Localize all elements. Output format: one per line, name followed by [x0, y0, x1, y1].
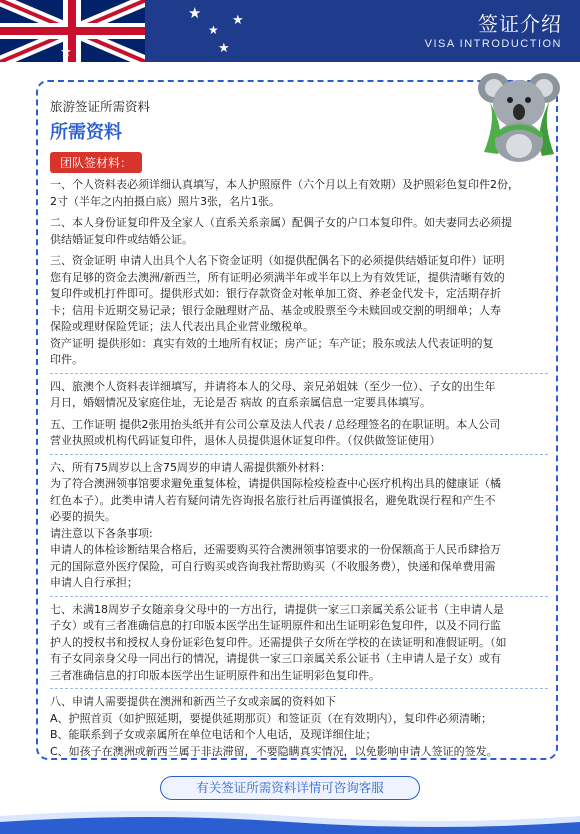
group-label-badge: 团队签材料：: [50, 152, 142, 173]
page-title: 签证介绍: [478, 12, 562, 36]
requirement-line: 子女）或有三者准确信息的打印版本医学出生证明原件和出生证明彩色复印件，以及不同行监: [50, 619, 501, 632]
requirement-line: 申请人的体检诊断结果合格后，还需要购买符合澳洲领事馆要求的一份保额高于人民币肆拾万: [50, 543, 501, 556]
requirement-line: 营业执照或机构代码证复印件，退休人员提供退休证复印件。（仅供做签证使用）: [50, 434, 441, 447]
requirement-line: 四、旅澳个人资料表详细填写，并请将本人的父母、亲兄弟姐妹（至少一位）、子女的出生年: [50, 379, 496, 393]
requirement-line: 三者准确信息的打印版本医学出生证明原件和出生证明彩色复印件。: [50, 668, 380, 682]
requirement-item: [50, 253, 548, 369]
australia-flag-icon: [0, 0, 145, 62]
requirement-line: 八、申请人需要提供在澳洲和新西兰子女或亲属的资料如下: [50, 695, 336, 708]
star-icon: ★: [232, 13, 244, 28]
requirement-item: [50, 694, 548, 760]
requirement-line: 护人的授权书和授权人身份证彩色复印件。还需提供子女所在学校的在读证明和准假证明。（如: [50, 635, 507, 649]
requirement-line: 必要的损失。: [50, 510, 116, 523]
requirement-item: [50, 417, 548, 450]
requirement-line: 2寸（半年之内拍摄白底）照片3张，名片1张。: [50, 194, 280, 208]
requirement-line: 红色本子）。此类申请人若有疑问请先咨询报名旅行社后再谨慎报名，避免耽误行程和产生不: [50, 493, 496, 507]
page-subtitle: VISA INTRODUCTION: [424, 38, 562, 50]
star-icon: ★: [60, 45, 72, 60]
star-icon: ★: [208, 23, 219, 37]
requirement-line: 供结婚证复印件或结婚公证。: [50, 232, 193, 246]
requirement-item: [50, 215, 548, 248]
section-divider: [50, 373, 548, 374]
requirement-line: 资产证明 提供形如：真实有效的土地所有权证；房产证；车产证；股东或法人代表证明的复: [50, 336, 494, 350]
requirement-line: C、如孩子在澳洲或新西兰属于非法滞留，不要隐瞒真实情况，以免影响申请人签证的签发。: [50, 744, 498, 758]
bottom-wave-decoration: [0, 806, 580, 834]
section-subtitle: 旅游签证所需资料: [50, 99, 151, 114]
requirement-line: 五、工作证明 提供2张用抬头纸并有公司公章及法人代表 / 总经理签名的在职证明。本人公司: [50, 417, 501, 431]
requirement-line: 月日，婚姻情况及家庭住址，无论是否 病故 的直系亲属信息一定要具体填写。: [50, 396, 431, 409]
requirement-item: [50, 602, 548, 685]
requirement-line: 申请人自行承担；: [50, 576, 138, 589]
section-divider: [50, 688, 548, 689]
requirement-line: 复印件或机打件即可。提供形式如：银行存款资金对帐单加工资、养老金代发卡，定活期存折: [50, 287, 501, 300]
section-divider: [50, 596, 548, 597]
requirement-line: 元的国际意外医疗保险，可自行购买或咨询我社帮助购买（不收服务费），快递和保单费用需: [50, 559, 496, 573]
section-title: 所需资料: [50, 122, 122, 143]
requirement-line: 卡；信用卡近期交易记录；银行金融理财产品、基金或股票至今未赎回或交割的明细单；人寿: [50, 303, 501, 317]
requirement-line: 为了符合澳洲领事馆要求避免重复体检，请提供国际检疫检查中心医疗机构出具的健康证（橘: [50, 477, 501, 490]
requirement-line: A、护照首页（如护照延期，要提供延期那页）和签证页（在有效期内），复印件必须清晰；: [50, 711, 493, 725]
consult-banner: 有关签证所需资料详情可咨询客服: [160, 776, 420, 800]
star-icon: ★: [188, 4, 202, 22]
requirement-line: 七、未满18周岁子女随亲身父母中的一方出行，请提供一家三口亲属关系公证书（主申请人是: [50, 602, 504, 616]
requirement-line: 保险或理财保险凭证；法人代表出具企业营业缴税单。: [50, 320, 314, 333]
section-divider: [50, 454, 548, 455]
requirement-line: 一、个人资料表必须详细认真填写，本人护照原件（六个月以上有效期）及护照彩色复印件2份，: [50, 178, 519, 191]
requirement-line: B、能联系到子女或亲属所在单位电话和个人电话，及现详细住址；: [50, 728, 377, 741]
requirements-list: [50, 177, 548, 760]
requirement-item: [50, 460, 548, 592]
requirement-item: [50, 177, 548, 210]
requirement-line: 三、资金证明 申请人出具个人名下资金证明（如提供配偶名下的必须提供结婚证复印件）证明: [50, 254, 505, 267]
requirement-line: 二、本人身份证复印件及全家人（直系关系亲属）配偶子女的户口本复印件。如夫妻同去必须提: [50, 216, 512, 229]
requirement-line: 六、所有75周岁以上含75周岁的申请人需提供额外材料：: [50, 460, 331, 474]
requirement-item: [50, 379, 548, 412]
header-bar: [0, 0, 580, 62]
requirement-line: 有子女同亲身父母一同出行的情况，请提供一家三口亲属关系公证书（主申请人是子女）或有: [50, 652, 501, 665]
requirement-line: 请注意以下各条事项:: [50, 526, 153, 540]
requirement-line: 您有足够的资金去澳洲/新西兰，所有证明必须满半年或半年以上为有效凭证，提供清晰有效的: [50, 270, 505, 284]
requirement-line: 印件。: [50, 353, 83, 366]
star-icon: ★: [218, 41, 230, 56]
content-area: [50, 96, 548, 760]
